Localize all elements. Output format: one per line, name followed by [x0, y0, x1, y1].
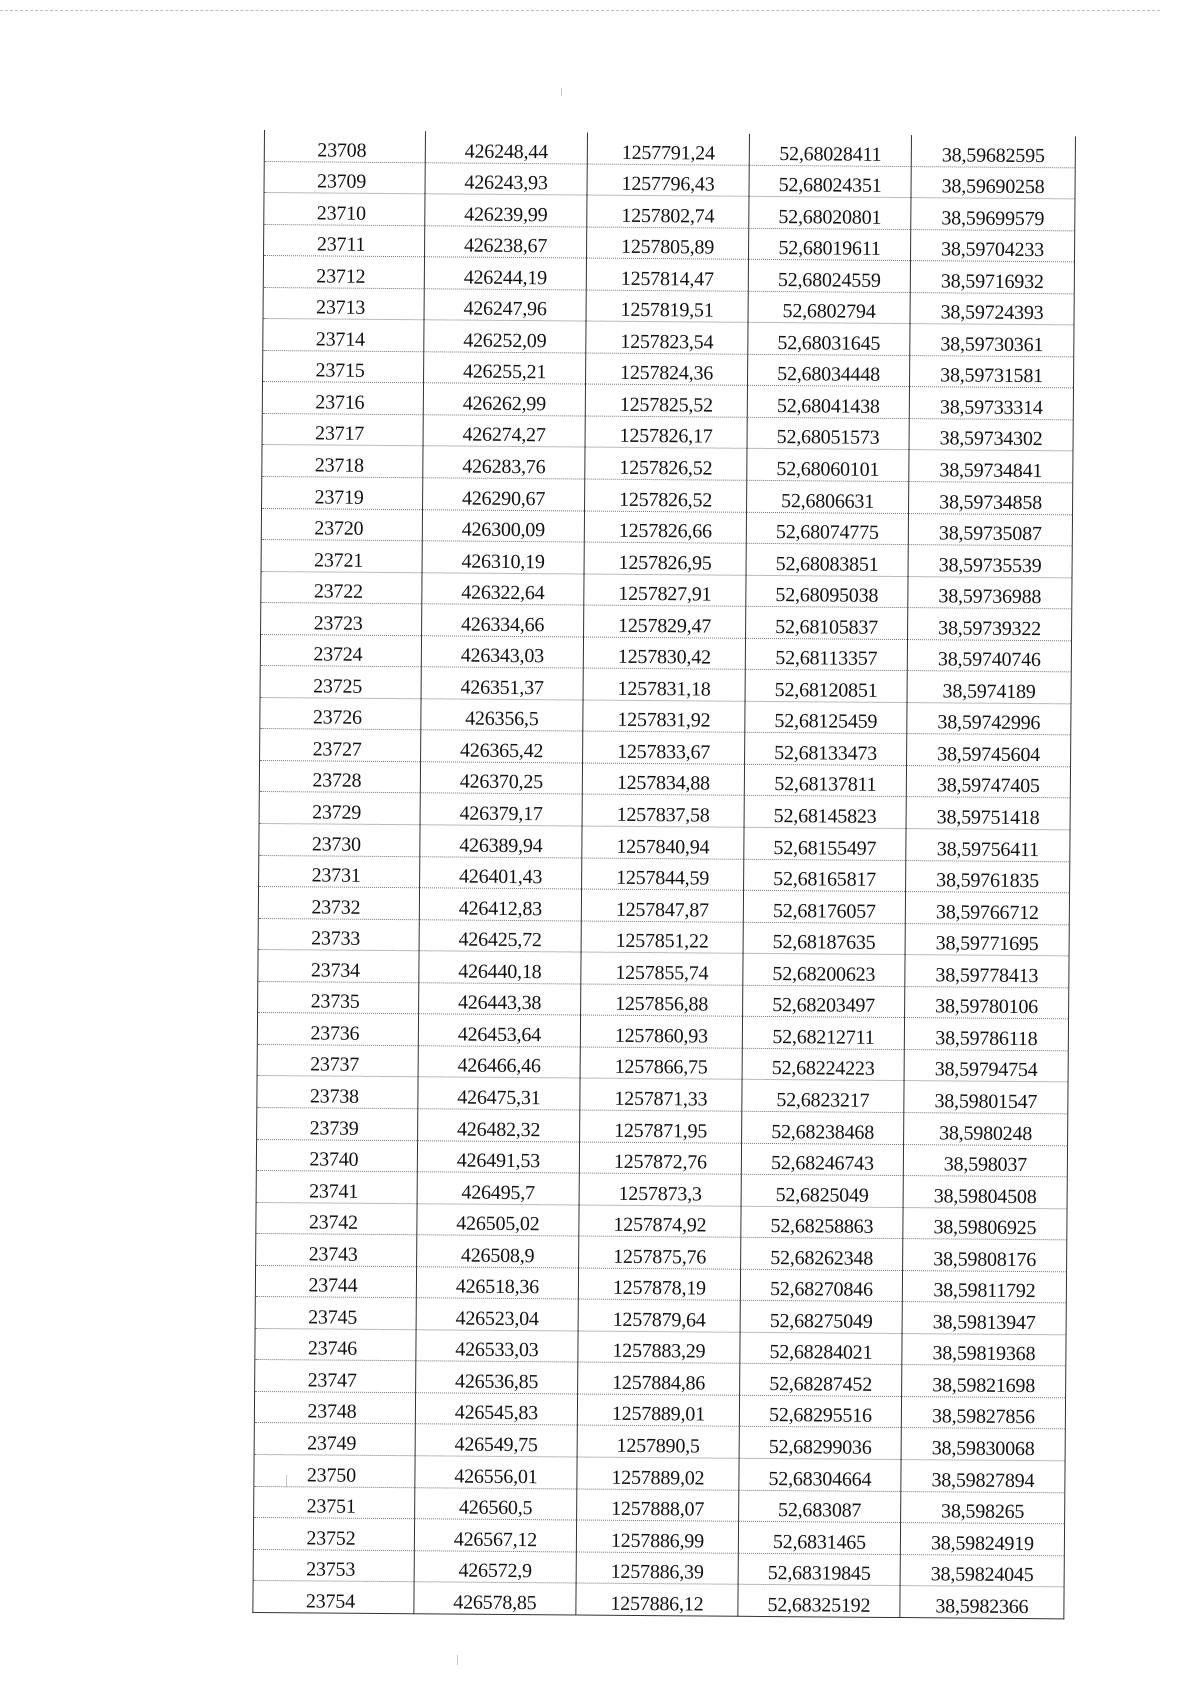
y-coordinate-cell: 1257826,17	[585, 416, 747, 449]
longitude-cell: 38,59778413	[905, 955, 1069, 988]
y-coordinate-cell: 1257829,47	[584, 605, 746, 638]
y-coordinate-cell: 1257825,52	[585, 384, 747, 417]
point-number-cell: 23725	[260, 666, 421, 699]
latitude-cell: 52,68270846	[740, 1269, 902, 1302]
point-number-cell: 23750	[254, 1454, 415, 1487]
x-coordinate-cell: 426505,02	[417, 1203, 579, 1236]
y-coordinate-cell: 1257875,76	[579, 1236, 741, 1269]
x-coordinate-cell: 426290,67	[423, 478, 585, 511]
latitude-cell: 52,68024351	[749, 165, 911, 198]
scan-speck	[561, 88, 562, 96]
point-number-cell: 23729	[259, 792, 420, 825]
latitude-cell: 52,68095038	[746, 575, 908, 608]
x-coordinate-cell: 426533,03	[416, 1330, 578, 1363]
x-coordinate-cell: 426356,5	[421, 699, 583, 732]
point-number-cell: 23721	[261, 540, 422, 573]
point-number-cell: 23741	[256, 1171, 417, 1204]
point-number-cell: 23731	[259, 855, 420, 888]
longitude-cell: 38,59824045	[900, 1554, 1064, 1587]
latitude-cell: 52,68024559	[748, 259, 910, 292]
longitude-cell: 38,59813947	[902, 1302, 1066, 1335]
longitude-cell: 38,59682595	[911, 135, 1075, 167]
longitude-cell: 38,59827894	[901, 1460, 1065, 1493]
x-coordinate-cell: 426556,01	[415, 1456, 577, 1489]
point-number-cell: 23720	[261, 508, 422, 541]
point-number-cell: 23746	[255, 1328, 416, 1361]
longitude-cell: 38,59739322	[908, 608, 1072, 641]
latitude-cell: 52,6802794	[748, 291, 910, 324]
y-coordinate-cell: 1257855,74	[581, 952, 743, 985]
longitude-cell: 38,59730361	[910, 324, 1074, 357]
x-coordinate-cell: 426248,44	[425, 131, 587, 163]
latitude-cell: 52,68299036	[739, 1427, 901, 1460]
y-coordinate-cell: 1257826,52	[585, 447, 747, 480]
x-coordinate-cell: 426365,42	[421, 730, 583, 763]
point-number-cell: 23745	[255, 1297, 416, 1330]
point-number-cell: 23736	[257, 1013, 418, 1046]
latitude-cell: 52,68020801	[749, 196, 911, 229]
x-coordinate-cell: 426255,21	[424, 352, 586, 385]
x-coordinate-cell: 426401,43	[420, 856, 582, 889]
longitude-cell: 38,59801547	[904, 1081, 1068, 1114]
y-coordinate-cell: 1257879,64	[578, 1299, 740, 1332]
longitude-cell: 38,59724393	[910, 292, 1074, 325]
latitude-cell: 52,6806631	[747, 480, 909, 513]
latitude-cell: 52,68275049	[740, 1301, 902, 1334]
x-coordinate-cell: 426560,5	[415, 1487, 577, 1520]
x-coordinate-cell: 426351,37	[421, 667, 583, 700]
y-coordinate-cell: 1257844,59	[582, 858, 744, 891]
x-coordinate-cell: 426491,53	[417, 1140, 579, 1173]
latitude-cell: 52,68133473	[745, 733, 907, 766]
latitude-cell: 52,68019611	[748, 228, 910, 261]
y-coordinate-cell: 1257874,92	[579, 1205, 741, 1238]
x-coordinate-cell: 426545,83	[415, 1393, 577, 1426]
y-coordinate-cell: 1257833,67	[583, 731, 745, 764]
x-coordinate-cell: 426567,12	[414, 1519, 576, 1552]
longitude-cell: 38,59811792	[902, 1270, 1066, 1303]
longitude-cell: 38,59806925	[903, 1207, 1067, 1240]
latitude-cell: 52,68295516	[739, 1395, 901, 1428]
x-coordinate-cell: 426322,64	[422, 572, 584, 605]
y-coordinate-cell: 1257851,22	[581, 921, 743, 954]
longitude-cell: 38,59808176	[903, 1239, 1067, 1272]
latitude-cell: 52,68238468	[742, 1111, 904, 1144]
x-coordinate-cell: 426412,83	[419, 888, 581, 921]
y-coordinate-cell: 1257886,12	[576, 1583, 738, 1616]
latitude-cell: 52,68246743	[741, 1143, 903, 1176]
longitude-cell: 38,59824919	[900, 1523, 1064, 1556]
latitude-cell: 52,68224223	[742, 1048, 904, 1081]
y-coordinate-cell: 1257866,75	[580, 1047, 742, 1080]
scan-top-edge	[0, 10, 1160, 11]
x-coordinate-cell: 426578,85	[414, 1582, 576, 1615]
longitude-cell: 38,59761835	[906, 860, 1070, 893]
x-coordinate-cell: 426379,17	[420, 793, 582, 826]
longitude-cell: 38,59740746	[907, 639, 1071, 672]
x-coordinate-cell: 426523,04	[416, 1298, 578, 1331]
point-number-cell: 23735	[258, 981, 419, 1014]
latitude-cell: 52,68200623	[743, 954, 905, 987]
point-number-cell: 23719	[262, 477, 423, 510]
x-coordinate-cell: 426310,19	[422, 541, 584, 574]
latitude-cell: 52,68105837	[746, 607, 908, 640]
point-number-cell: 23738	[257, 1076, 418, 1109]
latitude-cell: 52,68137811	[744, 764, 906, 797]
point-number-cell: 23728	[259, 760, 420, 793]
y-coordinate-cell: 1257831,92	[583, 700, 745, 733]
longitude-cell: 38,59735539	[908, 545, 1072, 578]
longitude-cell: 38,59745604	[907, 734, 1071, 767]
y-coordinate-cell: 1257826,66	[584, 511, 746, 544]
x-coordinate-cell: 426443,38	[419, 983, 581, 1016]
latitude-cell: 52,6831465	[738, 1521, 900, 1554]
point-number-cell: 23727	[260, 729, 421, 762]
longitude-cell: 38,59786118	[904, 1018, 1068, 1051]
coordinates-table-body	[253, 130, 1076, 1619]
x-coordinate-cell: 426466,46	[418, 1046, 580, 1079]
longitude-cell: 38,59819368	[902, 1333, 1066, 1366]
latitude-cell: 52,68304664	[739, 1458, 901, 1491]
longitude-cell: 38,59734302	[909, 418, 1073, 451]
latitude-cell: 52,6825049	[741, 1174, 903, 1207]
longitude-cell: 38,59735087	[908, 513, 1072, 546]
longitude-cell: 38,59716932	[910, 261, 1074, 294]
latitude-cell: 52,68034448	[748, 354, 910, 387]
y-coordinate-cell: 1257824,36	[586, 353, 748, 386]
y-coordinate-cell: 1257871,95	[580, 1110, 742, 1143]
longitude-cell: 38,598037	[903, 1144, 1067, 1177]
latitude-cell: 52,68051573	[747, 417, 909, 450]
latitude-cell: 52,68155497	[744, 827, 906, 860]
x-coordinate-cell: 426244,19	[424, 257, 586, 290]
longitude-cell: 38,59804508	[903, 1176, 1067, 1209]
x-coordinate-cell: 426243,93	[425, 162, 587, 195]
point-number-cell: 23747	[255, 1360, 416, 1393]
x-coordinate-cell: 426453,64	[418, 1014, 580, 1047]
latitude-cell: 52,683087	[739, 1490, 901, 1523]
longitude-cell: 38,59736988	[908, 576, 1072, 609]
x-coordinate-cell: 426283,76	[423, 446, 585, 479]
latitude-cell: 52,68258863	[741, 1206, 903, 1239]
point-number-cell: 23744	[255, 1265, 416, 1298]
x-coordinate-cell: 426247,96	[424, 288, 586, 321]
table-row	[253, 1581, 1064, 1619]
latitude-cell: 52,68031645	[748, 323, 910, 356]
y-coordinate-cell: 1257888,07	[577, 1489, 739, 1522]
point-number-cell: 23739	[257, 1107, 418, 1140]
point-number-cell: 23734	[258, 950, 419, 983]
y-coordinate-cell: 1257796,43	[587, 164, 749, 197]
x-coordinate-cell: 426389,94	[420, 825, 582, 858]
x-coordinate-cell: 426549,75	[415, 1424, 577, 1457]
x-coordinate-cell: 426425,72	[419, 919, 581, 952]
x-coordinate-cell: 426440,18	[419, 951, 581, 984]
y-coordinate-cell: 1257791,24	[587, 133, 749, 165]
y-coordinate-cell: 1257831,18	[583, 668, 745, 701]
latitude-cell: 52,6823217	[742, 1080, 904, 1113]
latitude-cell: 52,68041438	[747, 386, 909, 419]
latitude-cell: 52,68060101	[747, 449, 909, 482]
x-coordinate-cell: 426482,32	[418, 1109, 580, 1142]
latitude-cell: 52,68028411	[749, 134, 911, 166]
point-number-cell: 23740	[256, 1139, 417, 1172]
point-number-cell: 23716	[262, 382, 423, 415]
x-coordinate-cell: 426238,67	[425, 225, 587, 258]
y-coordinate-cell: 1257805,89	[587, 227, 749, 260]
point-number-cell: 23732	[258, 887, 419, 920]
y-coordinate-cell: 1257889,02	[577, 1457, 739, 1490]
x-coordinate-cell: 426334,66	[422, 604, 584, 637]
point-number-cell: 23712	[263, 256, 424, 289]
latitude-cell: 52,68212711	[742, 1017, 904, 1050]
longitude-cell: 38,5974189	[907, 671, 1071, 704]
y-coordinate-cell: 1257856,88	[581, 984, 743, 1017]
point-number-cell: 23752	[253, 1518, 414, 1551]
x-coordinate-cell: 426274,27	[423, 415, 585, 448]
x-coordinate-cell: 426572,9	[414, 1550, 576, 1583]
longitude-cell: 38,59830068	[901, 1428, 1065, 1461]
y-coordinate-cell: 1257802,74	[587, 195, 749, 228]
longitude-cell: 38,59734858	[909, 482, 1073, 515]
y-coordinate-cell: 1257826,52	[585, 479, 747, 512]
x-coordinate-cell: 426262,99	[423, 383, 585, 416]
y-coordinate-cell: 1257872,76	[579, 1142, 741, 1175]
point-number-cell: 23711	[264, 224, 425, 257]
point-number-cell: 23708	[264, 130, 425, 162]
y-coordinate-cell: 1257878,19	[578, 1268, 740, 1301]
latitude-cell: 52,68113357	[745, 638, 907, 671]
y-coordinate-cell: 1257890,5	[577, 1425, 739, 1458]
x-coordinate-cell: 426518,36	[416, 1266, 578, 1299]
x-coordinate-cell: 426343,03	[421, 636, 583, 669]
latitude-cell: 52,68083851	[746, 543, 908, 576]
y-coordinate-cell: 1257837,58	[582, 795, 744, 828]
point-number-cell: 23730	[259, 824, 420, 857]
longitude-cell: 38,59731581	[910, 355, 1074, 388]
y-coordinate-cell: 1257826,95	[584, 542, 746, 575]
y-coordinate-cell: 1257840,94	[582, 826, 744, 859]
y-coordinate-cell: 1257830,42	[583, 637, 745, 670]
y-coordinate-cell: 1257847,87	[581, 889, 743, 922]
y-coordinate-cell: 1257883,29	[578, 1331, 740, 1364]
latitude-cell: 52,68287452	[740, 1364, 902, 1397]
longitude-cell: 38,59734841	[909, 450, 1073, 483]
y-coordinate-cell: 1257860,93	[580, 1015, 742, 1048]
latitude-cell: 52,68074775	[746, 512, 908, 545]
y-coordinate-cell: 1257819,51	[586, 290, 748, 323]
longitude-cell: 38,59821698	[902, 1365, 1066, 1398]
longitude-cell: 38,59733314	[909, 387, 1073, 420]
longitude-cell: 38,59747405	[906, 766, 1070, 799]
x-coordinate-cell: 426495,7	[417, 1172, 579, 1205]
latitude-cell: 52,68319845	[738, 1553, 900, 1586]
y-coordinate-cell: 1257834,88	[582, 763, 744, 796]
latitude-cell: 52,68187635	[743, 922, 905, 955]
latitude-cell: 52,68125459	[745, 701, 907, 734]
longitude-cell: 38,5980248	[904, 1113, 1068, 1146]
y-coordinate-cell: 1257884,86	[578, 1362, 740, 1395]
point-number-cell: 23726	[260, 697, 421, 730]
point-number-cell: 23718	[262, 445, 423, 478]
point-number-cell: 23733	[258, 918, 419, 951]
longitude-cell: 38,59699579	[911, 198, 1075, 231]
point-number-cell: 23722	[261, 571, 422, 604]
x-coordinate-cell: 426252,09	[424, 320, 586, 353]
x-coordinate-cell: 426370,25	[420, 762, 582, 795]
x-coordinate-cell: 426536,85	[416, 1361, 578, 1394]
coordinates-table	[252, 130, 1076, 1619]
x-coordinate-cell: 426239,99	[425, 194, 587, 227]
point-number-cell: 23713	[263, 287, 424, 320]
latitude-cell: 52,68262348	[741, 1237, 903, 1270]
latitude-cell: 52,68120851	[745, 670, 907, 703]
point-number-cell: 23751	[254, 1486, 415, 1519]
longitude-cell: 38,59751418	[906, 797, 1070, 830]
coordinates-sheet	[252, 130, 1075, 1619]
latitude-cell: 52,68203497	[743, 985, 905, 1018]
x-coordinate-cell: 426300,09	[422, 509, 584, 542]
latitude-cell: 52,68284021	[740, 1332, 902, 1365]
point-number-cell: 23743	[256, 1234, 417, 1267]
point-number-cell: 23724	[260, 634, 421, 667]
point-number-cell: 23748	[254, 1391, 415, 1424]
point-number-cell: 23753	[253, 1549, 414, 1582]
latitude-cell: 52,68145823	[744, 796, 906, 829]
longitude-cell: 38,59690258	[911, 166, 1075, 199]
x-coordinate-cell: 426475,31	[418, 1077, 580, 1110]
longitude-cell: 38,59827856	[901, 1396, 1065, 1429]
latitude-cell: 52,68165817	[744, 859, 906, 892]
point-number-cell: 23717	[262, 413, 423, 446]
point-number-cell: 23714	[263, 319, 424, 352]
point-number-cell: 23709	[264, 161, 425, 194]
y-coordinate-cell: 1257889,01	[577, 1394, 739, 1427]
latitude-cell: 52,68325192	[738, 1584, 900, 1617]
point-number-cell: 23749	[254, 1423, 415, 1456]
longitude-cell: 38,59766712	[905, 892, 1069, 925]
y-coordinate-cell: 1257823,54	[586, 321, 748, 354]
y-coordinate-cell: 1257886,99	[576, 1520, 738, 1553]
longitude-cell: 38,598265	[901, 1491, 1065, 1524]
longitude-cell: 38,5982366	[900, 1586, 1064, 1619]
longitude-cell: 38,59704233	[910, 229, 1074, 262]
longitude-cell: 38,59794754	[904, 1049, 1068, 1082]
point-number-cell: 23742	[256, 1202, 417, 1235]
longitude-cell: 38,59756411	[906, 829, 1070, 862]
y-coordinate-cell: 1257871,33	[580, 1078, 742, 1111]
point-number-cell: 23710	[264, 193, 425, 226]
point-number-cell: 23715	[263, 350, 424, 383]
longitude-cell: 38,59742996	[907, 702, 1071, 735]
point-number-cell: 23737	[257, 1044, 418, 1077]
point-number-cell: 23723	[261, 603, 422, 636]
point-number-cell: 23754	[253, 1581, 414, 1614]
scan-speck	[457, 1655, 458, 1665]
y-coordinate-cell: 1257873,3	[579, 1173, 741, 1206]
y-coordinate-cell: 1257827,91	[584, 574, 746, 607]
y-coordinate-cell: 1257814,47	[586, 258, 748, 291]
longitude-cell: 38,59780106	[905, 986, 1069, 1019]
y-coordinate-cell: 1257886,39	[576, 1552, 738, 1585]
latitude-cell: 52,68176057	[743, 890, 905, 923]
x-coordinate-cell: 426508,9	[417, 1235, 579, 1268]
longitude-cell: 38,59771695	[905, 923, 1069, 956]
